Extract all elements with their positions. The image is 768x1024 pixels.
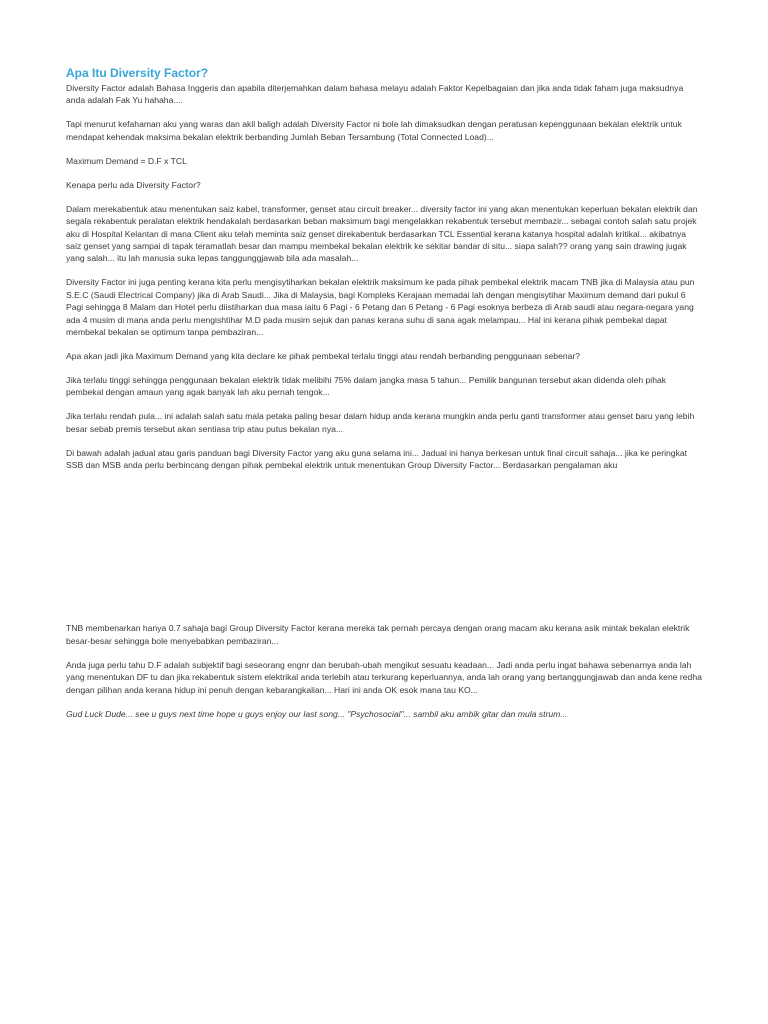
table-image-placeholder — [66, 483, 702, 622]
paragraph-closing: Gud Luck Dude... see u guys next time hope u guys enjoy our last song... "Psychosocial"... sambil aku ambik gitar dan mula strum... — [66, 708, 568, 719]
paragraph-table-intro: Di bawah adalah jadual atau garis panduan bagi Diversity Factor yang aku guna selama ini... Jadual ini hanya berkesan untuk final circuit sahaja... jika ke peringkat SSB dan MSB anda perlu berbincang dengan pihak pembekal elektrik untuk menentukan Group Diversity Factor... Berdasarkan pengalaman aku — [66, 447, 688, 471]
paragraph-question-what-if: Apa akan jadi jika Maximum Demand yang kita declare ke pihak pembekal terlalu tinggi atau rendah berbanding penggunaan sebenar? — [66, 351, 581, 362]
paragraph-understanding: Tapi menurut kefahaman aku yang waras dan akil baligh adalah Diversity Factor ni bole lah dimaksudkan dengan peratusan kepenggunaan bekalan elektrik untuk mendapat kehendak maksima bekalan elektrik berbanding Jumlah Beban Tersambung (Total Connected Load)... — [66, 119, 682, 142]
paragraph-declaration: Diversity Factor ini juga penting kerana kita perlu mengisytiharkan bekalan elektrik maksimum ke pada pihak pembekal elektrik macam TNB jika di Malaysia atau pun S.E.C (Saudi Electrical Company) jika di Arab Saudi... Jika di Malaysia, bagi Kompleks Kerajaan memadai lah dengan mengisytihar Maximum demand dari pukul 6 Pagi sehingga 8 Malam dan Hotel perlu diistiharkan dua masa iaitu 6 Pagi - 6 Petang dan 6 Petang - 6 Pagi esoknya berbeza di Arab saudi atau negara-negara yang ada 4 musim di mana anda perlu mengishtihar M.D pada musim sejuk dan panas kerana suhu di sana agak melampau... Hal ini kerana pihak pembekal dapat membekal bekalan se optimum tanpa pembaziran... — [66, 277, 695, 338]
paragraph-formula: Maximum Demand = D.F x TCL — [66, 155, 187, 166]
article-title: Apa Itu Diversity Factor? — [66, 66, 209, 80]
paragraph-design-example: Dalam merekabentuk atau menentukan saiz kabel, transformer, genset atau circuit breaker... diversity factor ini yang akan menentukan keperluan bekalan elektrik dan segala rekabentuk peralatan elektrik hendakalah berdasarkan beban maksimum bagi mengelakkan rekabentuk tersebut membazir... sebagai contoh salah satu projek aku di Hospital Kelantan di mana Client aku telah meminta saiz genset direkabentuk berdasarkan TCL Essential kerana katanya hospital adalah kritikal... akibatnya saiz genset yang sampai di tapak teramatlah besar dan mampu membekal bekalan elektrik ke sekitar bandar di situ... siapa salah?? orang yang sain drawing jugak yang salah... itu lah manusia suka lepas tanggunggjawab bila ada masalah... — [66, 203, 698, 264]
paragraph-subjective: Anda juga perlu tahu D.F adalah subjektif bagi seseorang engnr dan berubah-ubah mengikut sesuatu keadaan... Jadi anda perlu ingat bahawa sebenarnya anda lah yang menentukan DF tu dan jika rekabentuk sistem elektrikal anda terlebih atau terkurang keperluannya, anda lah orang yang bertanggungjawab dan anda kene redha dengan pilihan anda kerana hidup ini penuh dengan kebarangkalian... Hari ini anda OK esok mana tau KO... — [66, 659, 702, 695]
article-body — [66, 66, 702, 732]
paragraph-definition: Diversity Factor adalah Bahasa Inggeris dan apabila diterjemahkan dalam bahasa melayu adalah Faktor Kepelbagaian dan jika anda tidak faham juga maksudnya anda adalah Fak Yu hahaha.... — [66, 83, 684, 106]
paragraph-tnb: TNB membenarkan hanya 0.7 sahaja bagi Group Diversity Factor kerana mereka tak pernah percaya dengan orang macam aku kerana asik mintak bekalan elektrik besar-besar sehingga bole menyebabkan pembaziran... — [66, 623, 690, 646]
paragraph-too-high: Jika terlalu tinggi sehingga penggunaan bekalan elektrik tidak melibihi 75% dalam jangka masa 5 tahun... Pemilik bangunan tersebut akan didenda oleh pihak pembekal dengan amaun yang agak banyak lah aku pernah tengok... — [66, 375, 667, 398]
paragraph-question-why: Kenapa perlu ada Diversity Factor? — [66, 179, 201, 190]
paragraph-too-low: Jika terlalu rendah pula... ini adalah salah satu mala petaka paling besar dalam hidup anda kerana mungkin anda perlu ganti transformer atau genset baru yang lebih besar sebab premis tersebut akan sentiasa trip atau putus bekalan nya... — [66, 411, 695, 434]
